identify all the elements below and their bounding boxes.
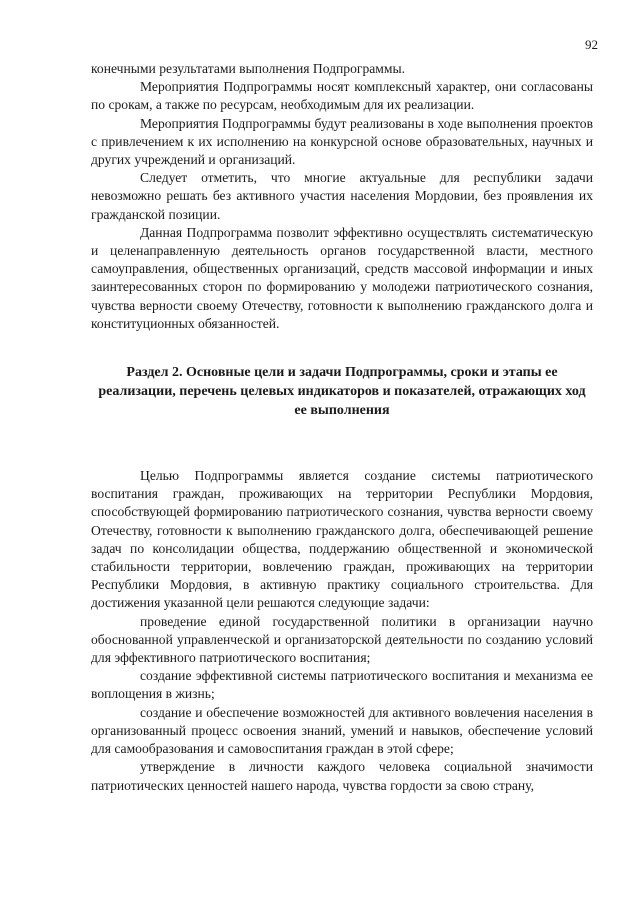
document-body	[91, 60, 593, 795]
list-item: утверждение в личности каждого человека социальной значимости патриотических ценностей нашего народа, чувства гордости за свою страну,	[91, 759, 593, 793]
paragraph: Данная Подпрограмма позволит эффективно осуществлять систематическую и целенаправленную деятельность органов государственной власти, местного самоуправления, общественных организаций, средств массовой информации и иных заинтересованных сторон по формированию у молодежи патриотического сознания, чувства верности своему Отечеству, готовности к выполнению гражданского долга и конституционных обязанностей.	[91, 224, 593, 331]
list-item: создание и обеспечение возможностей для активного вовлечения населения в организованный процесс освоения знаний, умений и навыков, обеспечение условий для самообразования и самовоспитания граждан в этой сфере;	[91, 704, 593, 757]
paragraph: Мероприятия Подпрограммы будут реализованы в ходе выполнения проектов с привлечением к их исполнению на конкурсной основе образовательных, научных и других учреждений и организаций.	[91, 115, 593, 168]
list-item: проведение единой государственной политики в организации научно обоснованной управленческой и организаторской деятельности по созданию условий для эффективного патриотического воспитания;	[91, 613, 593, 666]
page-number: 92	[585, 37, 598, 52]
paragraph: Следует отметить, что многие актуальные для республики задачи невозможно решать без активного участия населения Мордовии, без проявления их гражданской позиции.	[91, 170, 593, 222]
paragraph: Целью Подпрограммы является создание системы патриотического воспитания граждан, проживающих на территории Республики Мордовия, способствующей формированию патриотического сознания, чувства верности своему Отечеству, готовности к выполнению гражданского долга, обеспечивающей решение задач по консолидации общества, поддержанию общественной и экономической стабильности территории, вовлечению граждан, проживающих на территории Республики Мордовия, в активную практику социального строительства. Для достижения указанной цели решаются следующие задачи:	[91, 468, 593, 611]
paragraph: конечными результатами выполнения Подпрограммы.	[91, 61, 406, 76]
list-item: создание эффективной системы патриотического воспитания и механизма ее воплощения в жизнь;	[91, 668, 593, 702]
paragraph: Мероприятия Подпрограммы носят комплексный характер, они согласованы по срокам, а также по ресурсам, необходимым для их реализации.	[91, 79, 593, 113]
section-heading: Раздел 2. Основные цели и задачи Подпрограммы, сроки и этапы ее реализации, перечень целевых индикаторов и показателей, отражающих ход ее выполнения	[98, 365, 586, 419]
